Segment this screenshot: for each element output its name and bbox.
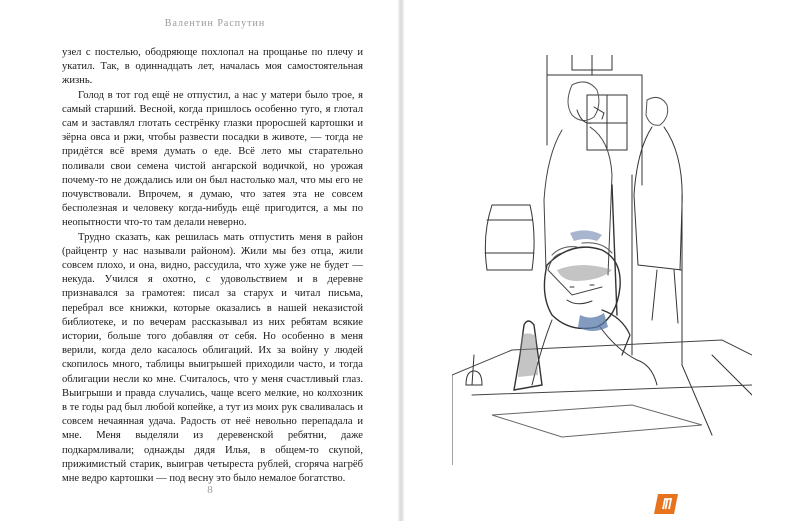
paragraph: Трудно сказать, как решилась мать отпустить меня в район (райцентр у нас называли районом). Жили мы без отца, жили совсем плохо, и она, видно, рассудила, что хуже уже не будет — некуда. Учился я охотно, с удовольствием и в деревне признавался за грамотея: писал за старух и читал письма, перебрал все книжки, которые оказались в нашей неказистой библиотеке, и по вечерам рассказывал из них ребятам всякие истории, больше того добавляя от себя. Но особенно в меня верили, когда дело касалось облигаций. Их за войну у людей скопилось много, таблицы выигрышей приходили часто, и тогда облигации несли ко мне. Считалось, что у меня счастливый глаз. Выигрыши и правда случались, чаще всего мелкие, но колхозник в те годы рад был любой копейке, а тут из моих рук сваливалась и совсем нечаянная удача. Радость от неё невольно перепадала и мне. Меня выделяли из деревенской ребятни, даже подкармливали; однажды дядя Илья, в общем-то скупой, прижимистый старик, выиграв четыреста рублей, сгоряча нагрёб мне ведро картошки — под весну это было немалое богатство.	[62, 231, 363, 485]
body-text	[62, 46, 363, 486]
boy-at-table-illustration	[452, 55, 752, 465]
page-number: 8	[207, 484, 213, 496]
publisher-logo-icon	[654, 494, 678, 514]
paragraph: узел с постелью, ободряюще похлопал на прощанье по плечу и укатил. Так, в одиннадцать лет, началась моя самостоятельная жизнь.	[62, 47, 363, 87]
running-head-author: Валентин Распутин	[164, 18, 266, 29]
book-gutter	[398, 0, 404, 521]
paragraph: Голод в тот год ещё не отпустил, а нас у матери было трое, я самый старший. Весной, когда пришлось особенно туго, я глотал сам и заставлял глотать сестрёнку глазки проросшей картошки и зёрна овса и ржи, чтобы развести посадки в животе, — тогда не придётся всё время думать о еде. Всё лето мы старательно поливали свои семена чистой ангарской водичкой, но урожая почему-то не дождались или он был настолько мал, что мы его не почувствовали. Впрочем, я думаю, что затея эта не совсем бесполезная и человеку когда-нибудь ещё пригодится, а мы по неопытности что-то там делали неверно.	[62, 89, 363, 229]
